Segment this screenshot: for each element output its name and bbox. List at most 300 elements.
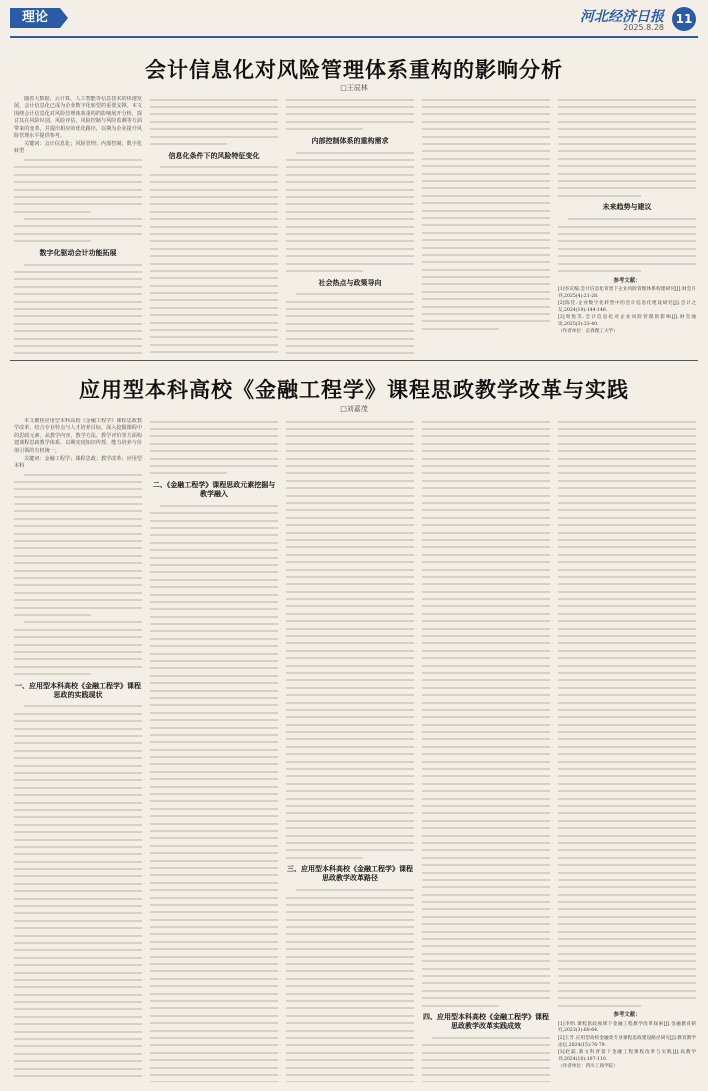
- text-line-placeholder: [14, 545, 142, 552]
- text-line-placeholder: [558, 140, 696, 147]
- text-line-placeholder: [422, 492, 550, 499]
- text-line-placeholder: [150, 546, 278, 553]
- text-line-placeholder: [558, 625, 696, 632]
- text-line-placeholder: [14, 1065, 142, 1072]
- text-line-placeholder: [422, 751, 550, 758]
- text-line-placeholder: [14, 223, 142, 230]
- text-line-placeholder: [14, 626, 142, 633]
- text-line-placeholder: [422, 950, 550, 957]
- text-line-placeholder: [150, 1027, 278, 1034]
- text-line-placeholder: [14, 939, 142, 946]
- text-line-placeholder: [150, 650, 278, 657]
- text-line-placeholder: [150, 103, 278, 110]
- text-line-placeholder: [286, 931, 414, 938]
- text-line-placeholder: [558, 185, 696, 192]
- text-line-placeholder: [14, 821, 142, 828]
- text-line-placeholder: [150, 576, 278, 583]
- text-line-placeholder: [150, 238, 278, 245]
- text-line-placeholder: [558, 163, 696, 170]
- text-line-placeholder: [558, 588, 696, 595]
- text-line-placeholder: [558, 551, 696, 558]
- text-line-placeholder: [422, 1071, 550, 1078]
- text-line-placeholder: [422, 795, 550, 802]
- text-line-placeholder: [286, 714, 414, 721]
- text-line-placeholder: [558, 943, 696, 950]
- text-line-placeholder: [422, 310, 550, 317]
- article1-reference: [2]陈佳.企业数字化转型中的会计信息化建设研究[J].会计之友,2024(19):144-146.: [558, 301, 696, 313]
- text-line-placeholder: [150, 230, 278, 237]
- text-line-placeholder: [558, 155, 696, 162]
- text-line-placeholder: [558, 595, 696, 602]
- text-line-placeholder: [14, 327, 142, 334]
- text-line-placeholder: [286, 916, 414, 923]
- text-line-placeholder: [286, 758, 414, 765]
- article1-reference: [3]周悦等.会计信息化对企业风险管理的影响[J].财会通讯,2025(3):33-40.: [558, 315, 696, 327]
- text-line-placeholder: [286, 448, 414, 455]
- text-line-placeholder: [150, 953, 278, 960]
- text-line-placeholder: [422, 462, 550, 469]
- text-line-placeholder: [422, 148, 550, 155]
- text-line-placeholder: [286, 968, 414, 975]
- text-line-placeholder: [286, 164, 414, 171]
- text-line-placeholder: [150, 813, 278, 820]
- text-line-placeholder: [558, 223, 696, 230]
- text-line-placeholder: [422, 928, 550, 935]
- text-line-placeholder: [422, 521, 550, 528]
- text-line-placeholder: [558, 876, 696, 883]
- text-line-placeholder: [286, 558, 414, 565]
- text-line-placeholder: [14, 769, 142, 776]
- text-line-placeholder: [14, 858, 142, 865]
- article1-references-heading: 参考文献：: [613, 277, 641, 284]
- text-line-placeholder: [286, 1005, 414, 1012]
- text-line-placeholder: [422, 236, 550, 243]
- article2-column-4: [422, 418, 550, 1082]
- text-line-placeholder: [150, 252, 278, 259]
- article2-reference: [1]李明.课程思政视域下金融工程教学改革探索[J].金融教育研究,2023(3):60-64.: [558, 1021, 696, 1034]
- text-line-placeholder: [422, 529, 550, 536]
- text-line-placeholder: [150, 1005, 278, 1012]
- text-line-placeholder: [150, 798, 278, 805]
- text-line-placeholder: [422, 921, 550, 928]
- text-line-placeholder: [286, 581, 414, 588]
- text-line-placeholder: [286, 938, 414, 945]
- text-line-placeholder: [286, 817, 414, 824]
- text-line-placeholder: [422, 876, 550, 883]
- text-line-placeholder: [286, 252, 414, 259]
- text-line-placeholder: [422, 185, 550, 192]
- text-line-placeholder: [14, 537, 142, 544]
- article2-author-note: （作者单位：四川工商学院）: [558, 1063, 618, 1069]
- text-line-placeholder: [14, 703, 142, 710]
- text-line-placeholder: [286, 901, 414, 908]
- text-line-placeholder: [150, 938, 278, 945]
- text-line-placeholder: [14, 291, 142, 298]
- text-line-placeholder: [14, 947, 142, 954]
- text-line-placeholder: [14, 932, 142, 939]
- text-line-placeholder: [422, 207, 550, 214]
- text-line-placeholder: [558, 824, 696, 831]
- text-line-placeholder: [286, 1034, 414, 1041]
- text-line-placeholder: [558, 111, 696, 118]
- text-line-placeholder: [14, 895, 142, 902]
- text-line-placeholder: [422, 758, 550, 765]
- text-line-placeholder: [558, 669, 696, 676]
- text-line-placeholder: [286, 1056, 414, 1063]
- text-line-placeholder: [150, 835, 278, 842]
- text-line-placeholder: [558, 728, 696, 735]
- text-line-placeholder: [422, 251, 550, 258]
- text-line-placeholder: [422, 839, 550, 846]
- text-line-placeholder: [422, 111, 550, 118]
- text-line-placeholder: [422, 906, 550, 913]
- text-line-placeholder: [422, 898, 550, 905]
- text-line-placeholder: [150, 739, 278, 746]
- text-line-placeholder: [14, 777, 142, 784]
- text-line-placeholder: [150, 857, 278, 864]
- text-line-placeholder: [558, 433, 696, 440]
- text-line-placeholder: [558, 987, 696, 994]
- text-line-placeholder: [14, 732, 142, 739]
- text-line-placeholder: [558, 847, 696, 854]
- text-line-placeholder: [150, 186, 278, 193]
- text-line-placeholder: [286, 335, 414, 342]
- text-line-placeholder: [286, 462, 414, 469]
- article1-abstract: 随着大数据、云计算、人工智能等信息技术的快速发展，会计信息化已成为企业数字化转型的重要支撑。本文围绕会计信息化对风险管理体系重构的影响展开分析，探讨其在风险识别、风险评估、风险控制与风险监测等方面带来的变革，并提出相应的优化路径，以期为企业提升风险管理水平提供参考。: [14, 96, 142, 140]
- text-line-placeholder: [422, 987, 550, 994]
- text-line-placeholder: [286, 699, 414, 706]
- text-line-placeholder: [286, 305, 414, 312]
- text-line-placeholder: [150, 539, 278, 546]
- text-line-placeholder: [558, 192, 696, 199]
- text-line-placeholder: [150, 872, 278, 879]
- text-line-placeholder: [14, 873, 142, 880]
- text-line-placeholder: [422, 273, 550, 280]
- text-line-placeholder: [286, 470, 414, 477]
- article1-author-note: （作者单位：长春理工大学）: [558, 329, 618, 335]
- text-line-placeholder: [150, 842, 278, 849]
- text-line-placeholder: [150, 716, 278, 723]
- text-line-placeholder: [14, 611, 142, 618]
- text-line-placeholder: [286, 477, 414, 484]
- text-line-placeholder: [14, 791, 142, 798]
- text-line-placeholder: [286, 238, 414, 245]
- text-line-placeholder: [558, 230, 696, 237]
- section-tag-arrow-icon: [60, 8, 68, 28]
- text-line-placeholder: [150, 724, 278, 731]
- text-line-placeholder: [422, 913, 550, 920]
- text-line-placeholder: [14, 976, 142, 983]
- text-line-placeholder: [150, 326, 278, 333]
- text-line-placeholder: [14, 530, 142, 537]
- text-line-placeholder: [286, 1049, 414, 1056]
- text-line-placeholder: [558, 632, 696, 639]
- text-line-placeholder: [286, 350, 414, 354]
- text-line-placeholder: [150, 783, 278, 790]
- text-line-placeholder: [14, 493, 142, 500]
- text-line-placeholder: [150, 761, 278, 768]
- text-line-placeholder: [150, 709, 278, 716]
- text-line-placeholder: [14, 305, 142, 312]
- article2-section-heading-1: 一、应用型本科高校《金融工程学》课程思政的实践现状: [15, 681, 141, 699]
- text-line-placeholder: [150, 753, 278, 760]
- text-line-placeholder: [150, 341, 278, 348]
- article2-keywords: 关键词：金融工程学；课程思政；教学改革；应用型本科: [14, 455, 142, 469]
- text-line-placeholder: [14, 574, 142, 581]
- text-line-placeholder: [286, 618, 414, 625]
- text-line-placeholder: [150, 201, 278, 208]
- text-line-placeholder: [150, 440, 278, 447]
- text-line-placeholder: [558, 972, 696, 979]
- text-line-placeholder: [422, 810, 550, 817]
- text-line-placeholder: [150, 297, 278, 304]
- text-line-placeholder: [422, 824, 550, 831]
- text-line-placeholder: [150, 1042, 278, 1049]
- text-line-placeholder: [422, 595, 550, 602]
- text-line-placeholder: [558, 238, 696, 245]
- text-line-placeholder: [150, 635, 278, 642]
- text-line-placeholder: [286, 260, 414, 267]
- text-line-placeholder: [150, 990, 278, 997]
- text-line-placeholder: [14, 320, 142, 327]
- text-line-placeholder: [422, 655, 550, 662]
- text-line-placeholder: [558, 736, 696, 743]
- text-line-placeholder: [14, 619, 142, 626]
- text-line-placeholder: [14, 961, 142, 968]
- text-line-placeholder: [150, 260, 278, 267]
- text-line-placeholder: [286, 960, 414, 967]
- text-line-placeholder: [150, 164, 278, 171]
- text-line-placeholder: [150, 418, 278, 425]
- text-line-placeholder: [150, 960, 278, 967]
- text-line-placeholder: [558, 795, 696, 802]
- text-line-placeholder: [286, 201, 414, 208]
- text-line-placeholder: [150, 1012, 278, 1019]
- text-line-placeholder: [14, 762, 142, 769]
- text-line-placeholder: [14, 582, 142, 589]
- article1-column-1: [14, 96, 142, 354]
- text-line-placeholder: [558, 832, 696, 839]
- text-line-placeholder: [14, 663, 142, 670]
- text-line-placeholder: [558, 148, 696, 155]
- text-line-placeholder: [286, 923, 414, 930]
- text-line-placeholder: [14, 208, 142, 215]
- text-line-placeholder: [558, 980, 696, 987]
- text-line-placeholder: [150, 1064, 278, 1071]
- text-line-placeholder: [150, 665, 278, 672]
- text-line-placeholder: [150, 946, 278, 953]
- text-line-placeholder: [558, 765, 696, 772]
- text-line-placeholder: [286, 291, 414, 298]
- text-line-placeholder: [14, 814, 142, 821]
- text-line-placeholder: [286, 1019, 414, 1026]
- text-line-placeholder: [14, 552, 142, 559]
- text-line-placeholder: [422, 514, 550, 521]
- text-line-placeholder: [150, 864, 278, 871]
- text-line-placeholder: [558, 448, 696, 455]
- text-line-placeholder: [150, 776, 278, 783]
- text-line-placeholder: [14, 350, 142, 354]
- text-line-placeholder: [150, 1049, 278, 1056]
- text-line-placeholder: [558, 935, 696, 942]
- text-line-placeholder: [150, 702, 278, 709]
- text-line-placeholder: [286, 847, 414, 854]
- text-line-placeholder: [422, 259, 550, 266]
- text-line-placeholder: [286, 990, 414, 997]
- text-line-placeholder: [14, 596, 142, 603]
- text-line-placeholder: [422, 610, 550, 617]
- text-line-placeholder: [150, 746, 278, 753]
- text-line-placeholder: [14, 755, 142, 762]
- text-line-placeholder: [286, 1012, 414, 1019]
- text-line-placeholder: [150, 849, 278, 856]
- text-line-placeholder: [14, 998, 142, 1005]
- text-line-placeholder: [150, 215, 278, 222]
- text-line-placeholder: [286, 1042, 414, 1049]
- text-line-placeholder: [558, 1002, 696, 1009]
- text-line-placeholder: [422, 1079, 550, 1082]
- text-line-placeholder: [150, 245, 278, 252]
- text-line-placeholder: [150, 790, 278, 797]
- article2-abstract: 本文聚焦应用型本科高校《金融工程学》课程思政教学改革，结合专业特点与人才培养目标，深入挖掘课程中的思政元素，从教学内容、教学方法、教学评价等方面构建课程思政教学体系，以期实现知识传授、能力培养与价值引领的有机统一。: [14, 418, 142, 454]
- text-line-placeholder: [422, 118, 550, 125]
- text-line-placeholder: [286, 440, 414, 447]
- text-line-placeholder: [558, 260, 696, 267]
- text-line-placeholder: [558, 958, 696, 965]
- text-line-placeholder: [422, 1002, 550, 1009]
- text-line-placeholder: [558, 566, 696, 573]
- text-line-placeholder: [286, 1027, 414, 1034]
- text-line-placeholder: [422, 891, 550, 898]
- text-line-placeholder: [558, 921, 696, 928]
- text-line-placeholder: [286, 566, 414, 573]
- text-line-placeholder: [14, 806, 142, 813]
- text-line-placeholder: [422, 743, 550, 750]
- text-line-placeholder: [422, 296, 550, 303]
- text-line-placeholder: [14, 799, 142, 806]
- section-tag: [10, 8, 60, 28]
- text-line-placeholder: [286, 795, 414, 802]
- text-line-placeholder: [14, 1058, 142, 1065]
- newspaper-name: 河北经济日报: [580, 9, 664, 25]
- text-line-placeholder: [422, 706, 550, 713]
- text-line-placeholder: [422, 448, 550, 455]
- text-line-placeholder: [150, 916, 278, 923]
- issue-date: 2025.8.28: [623, 23, 664, 32]
- text-line-placeholder: [150, 657, 278, 664]
- masthead: [0, 0, 708, 38]
- text-line-placeholder: [14, 523, 142, 530]
- text-line-placeholder: [14, 508, 142, 515]
- text-line-placeholder: [422, 1064, 550, 1071]
- text-line-placeholder: [286, 455, 414, 462]
- text-line-placeholder: [558, 470, 696, 477]
- text-line-placeholder: [150, 997, 278, 1004]
- text-line-placeholder: [286, 433, 414, 440]
- text-line-placeholder: [14, 298, 142, 305]
- text-line-placeholder: [558, 906, 696, 913]
- text-line-placeholder: [286, 625, 414, 632]
- text-line-placeholder: [286, 975, 414, 982]
- text-line-placeholder: [286, 588, 414, 595]
- text-line-placeholder: [286, 780, 414, 787]
- text-line-placeholder: [558, 861, 696, 868]
- text-line-placeholder: [150, 179, 278, 186]
- text-line-placeholder: [286, 573, 414, 580]
- text-line-placeholder: [286, 684, 414, 691]
- text-line-placeholder: [150, 470, 278, 477]
- text-line-placeholder: [422, 544, 550, 551]
- text-line-placeholder: [286, 953, 414, 960]
- text-line-placeholder: [14, 215, 142, 222]
- text-line-placeholder: [286, 736, 414, 743]
- text-line-placeholder: [286, 328, 414, 335]
- text-line-placeholder: [422, 214, 550, 221]
- article-divider: [10, 360, 698, 361]
- text-line-placeholder: [422, 1049, 550, 1056]
- text-line-placeholder: [286, 655, 414, 662]
- text-line-placeholder: [150, 1034, 278, 1041]
- text-line-placeholder: [558, 891, 696, 898]
- text-line-placeholder: [422, 425, 550, 432]
- text-line-placeholder: [286, 691, 414, 698]
- article2-reference: [3]赵磊.新文科背景下金融工程课程改革与实践[J].高教学刊,2024(10):107-110.: [558, 1049, 696, 1062]
- text-line-placeholder: [150, 462, 278, 469]
- text-line-placeholder: [422, 669, 550, 676]
- article1-section-heading-1: 数字化驱动会计功能拓展: [39, 248, 117, 257]
- article1-section-heading-4: 社会热点与政策导向: [318, 278, 382, 287]
- text-line-placeholder: [558, 994, 696, 1001]
- text-line-placeholder: [558, 126, 696, 133]
- text-line-placeholder: [14, 178, 142, 185]
- text-line-placeholder: [558, 507, 696, 514]
- text-line-placeholder: [14, 604, 142, 611]
- text-line-placeholder: [422, 847, 550, 854]
- text-line-placeholder: [422, 455, 550, 462]
- text-line-placeholder: [150, 349, 278, 355]
- text-line-placeholder: [558, 581, 696, 588]
- text-line-placeholder: [558, 536, 696, 543]
- text-line-placeholder: [14, 710, 142, 717]
- text-line-placeholder: [422, 972, 550, 979]
- text-line-placeholder: [286, 1064, 414, 1071]
- text-line-placeholder: [422, 603, 550, 610]
- text-line-placeholder: [422, 677, 550, 684]
- text-line-placeholder: [558, 514, 696, 521]
- text-line-placeholder: [422, 470, 550, 477]
- text-line-placeholder: [422, 994, 550, 1001]
- text-line-placeholder: [14, 641, 142, 648]
- article1-section-heading-2: 信息化条件下的风险特征变化: [168, 151, 260, 160]
- text-line-placeholder: [558, 455, 696, 462]
- text-line-placeholder: [558, 950, 696, 957]
- text-line-placeholder: [558, 96, 696, 103]
- text-line-placeholder: [14, 656, 142, 663]
- text-line-placeholder: [150, 334, 278, 341]
- article2-column-1: [14, 418, 142, 1082]
- text-line-placeholder: [422, 126, 550, 133]
- text-line-placeholder: [286, 298, 414, 305]
- text-line-placeholder: [286, 492, 414, 499]
- text-line-placeholder: [14, 164, 142, 171]
- text-line-placeholder: [150, 554, 278, 561]
- text-line-placeholder: [286, 514, 414, 521]
- text-line-placeholder: [422, 229, 550, 236]
- text-line-placeholder: [150, 510, 278, 517]
- text-line-placeholder: [286, 223, 414, 230]
- text-line-placeholder: [286, 485, 414, 492]
- text-line-placeholder: [422, 832, 550, 839]
